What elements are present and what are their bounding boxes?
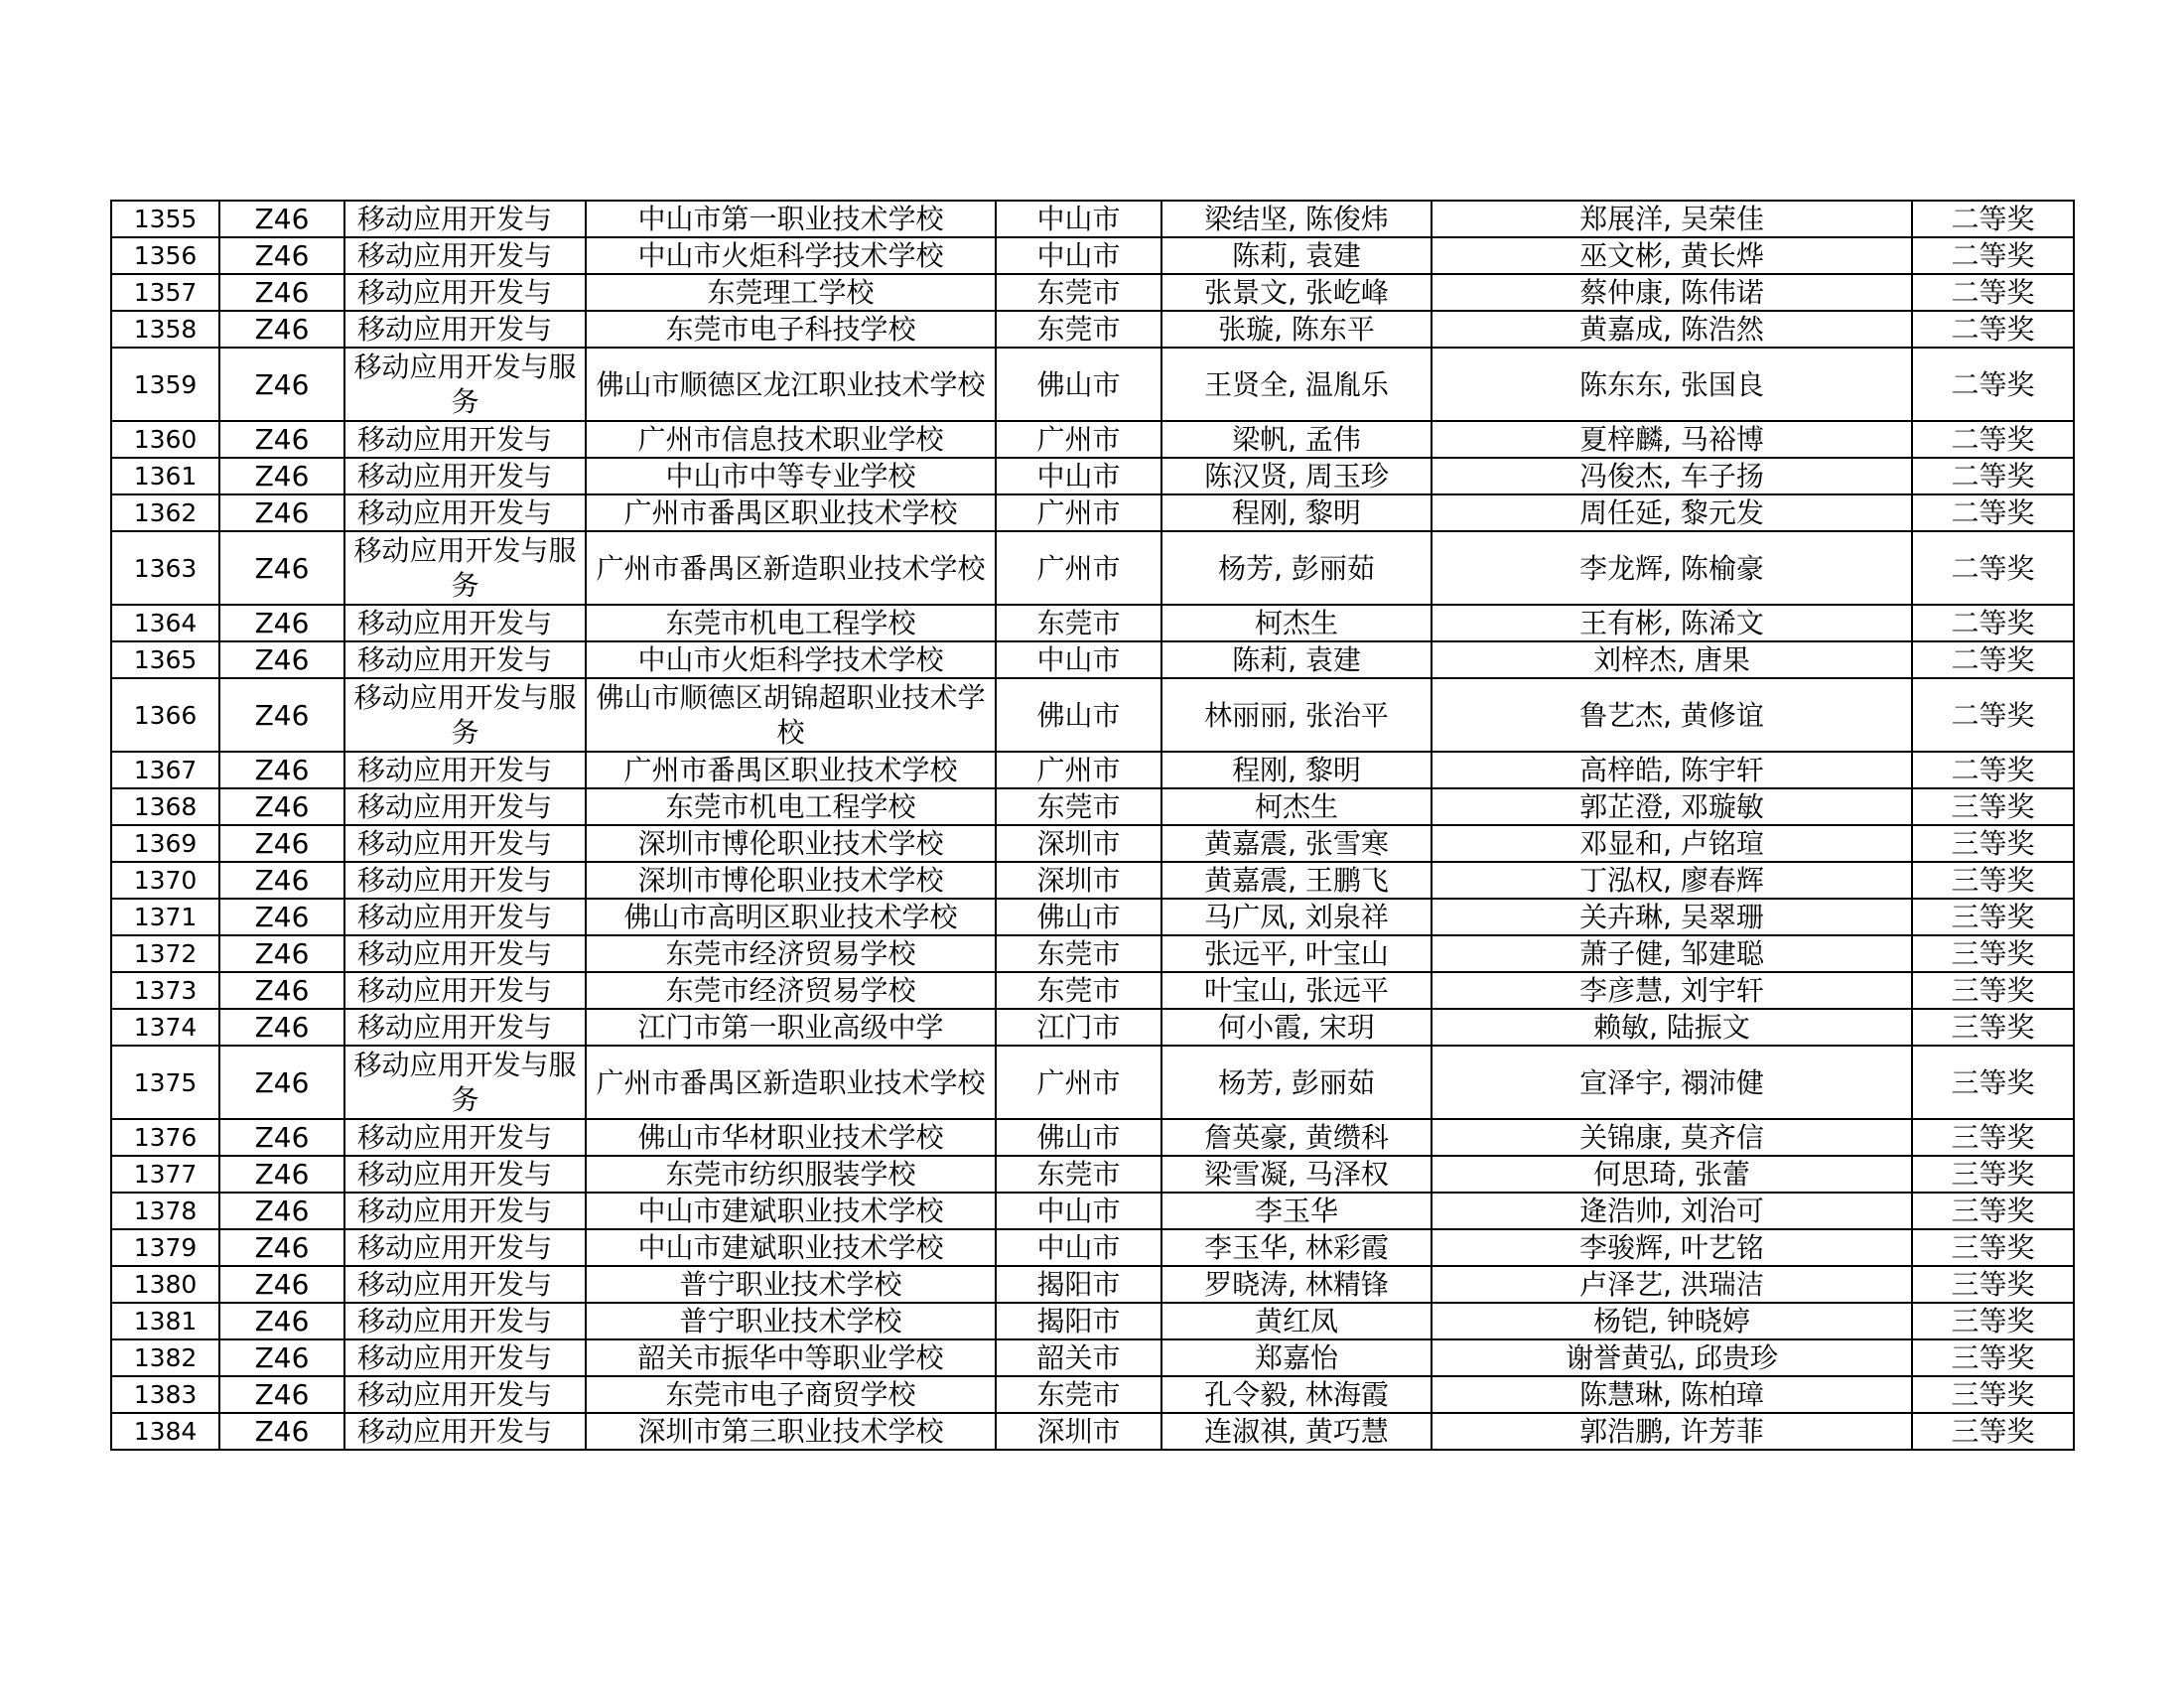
school-name-cell: 东莞理工学校 (586, 274, 996, 311)
project-code-cell: Z46 (219, 201, 344, 237)
students-cell: 逄浩帅, 刘治可 (1432, 1193, 1912, 1229)
award-level-cell: 三等奖 (1912, 972, 2074, 1009)
students-cell: 赖敏, 陆振文 (1432, 1009, 1912, 1046)
award-level-cell: 三等奖 (1912, 935, 2074, 972)
students-cell: 萧子健, 邹建聪 (1432, 935, 1912, 972)
city-cell: 深圳市 (996, 1413, 1161, 1450)
city-cell: 佛山市 (996, 348, 1161, 421)
students-cell: 鲁艺杰, 黄修谊 (1432, 678, 1912, 752)
city-cell: 中山市 (996, 201, 1161, 237)
project-name-cell: 移动应用开发与 (344, 1119, 586, 1156)
serial-number-cell: 1357 (111, 274, 219, 311)
teachers-cell: 李玉华, 林彩霞 (1161, 1229, 1432, 1266)
serial-number-cell: 1361 (111, 458, 219, 494)
teachers-cell: 詹英豪, 黄缵科 (1161, 1119, 1432, 1156)
school-name-cell: 广州市番禺区新造职业技术学校 (586, 1046, 996, 1119)
project-name-cell: 移动应用开发与 (344, 1413, 586, 1450)
teachers-cell: 郑嘉怡 (1161, 1339, 1432, 1376)
table-row (111, 972, 2074, 1009)
city-cell: 广州市 (996, 531, 1161, 605)
project-code-cell: Z46 (219, 494, 344, 531)
award-level-cell: 二等奖 (1912, 201, 2074, 237)
school-name-cell: 东莞市机电工程学校 (586, 605, 996, 641)
teachers-cell: 何小霞, 宋玥 (1161, 1009, 1432, 1046)
school-name-cell: 广州市信息技术职业学校 (586, 421, 996, 458)
project-name-cell: 移动应用开发与 (344, 1339, 586, 1376)
table-row (111, 494, 2074, 531)
project-code-cell: Z46 (219, 641, 344, 678)
serial-number-cell: 1380 (111, 1266, 219, 1303)
project-name-cell: 移动应用开发与 (344, 1229, 586, 1266)
award-level-cell: 三等奖 (1912, 1266, 2074, 1303)
award-level-cell: 二等奖 (1912, 752, 2074, 788)
teachers-cell: 张远平, 叶宝山 (1161, 935, 1432, 972)
award-level-cell: 三等奖 (1912, 1156, 2074, 1193)
school-name-cell: 深圳市博伦职业技术学校 (586, 862, 996, 899)
project-code-cell: Z46 (219, 678, 344, 752)
project-name-cell: 移动应用开发与 (344, 201, 586, 237)
serial-number-cell: 1377 (111, 1156, 219, 1193)
school-name-cell: 广州市番禺区职业技术学校 (586, 494, 996, 531)
award-level-cell: 三等奖 (1912, 1119, 2074, 1156)
city-cell: 中山市 (996, 458, 1161, 494)
project-code-cell: Z46 (219, 862, 344, 899)
school-name-cell: 中山市中等专业学校 (586, 458, 996, 494)
students-cell: 冯俊杰, 车子扬 (1432, 458, 1912, 494)
teachers-cell: 王贤全, 温胤乐 (1161, 348, 1432, 421)
award-level-cell: 二等奖 (1912, 421, 2074, 458)
project-name-cell: 移动应用开发与 (344, 752, 586, 788)
table-row (111, 1229, 2074, 1266)
teachers-cell: 张璇, 陈东平 (1161, 311, 1432, 348)
teachers-cell: 程刚, 黎明 (1161, 494, 1432, 531)
serial-number-cell: 1362 (111, 494, 219, 531)
students-cell: 李骏辉, 叶艺铭 (1432, 1229, 1912, 1266)
project-code-cell: Z46 (219, 899, 344, 935)
award-level-cell: 二等奖 (1912, 605, 2074, 641)
award-level-cell: 二等奖 (1912, 311, 2074, 348)
award-level-cell: 三等奖 (1912, 825, 2074, 862)
teachers-cell: 马广凤, 刘泉祥 (1161, 899, 1432, 935)
project-name-cell: 移动应用开发与 (344, 605, 586, 641)
project-name-cell: 移动应用开发与 (344, 862, 586, 899)
award-level-cell: 三等奖 (1912, 1413, 2074, 1450)
serial-number-cell: 1366 (111, 678, 219, 752)
students-cell: 陈东东, 张国良 (1432, 348, 1912, 421)
table-row (111, 201, 2074, 237)
students-cell: 郑展洋, 吴荣佳 (1432, 201, 1912, 237)
school-name-cell: 深圳市第三职业技术学校 (586, 1413, 996, 1450)
serial-number-cell: 1355 (111, 201, 219, 237)
serial-number-cell: 1373 (111, 972, 219, 1009)
city-cell: 揭阳市 (996, 1266, 1161, 1303)
project-code-cell: Z46 (219, 1303, 344, 1339)
school-name-cell: 中山市建斌职业技术学校 (586, 1193, 996, 1229)
city-cell: 中山市 (996, 237, 1161, 274)
project-code-cell: Z46 (219, 1266, 344, 1303)
project-name-cell: 移动应用开发与服务 (344, 531, 586, 605)
school-name-cell: 佛山市顺德区龙江职业技术学校 (586, 348, 996, 421)
award-level-cell: 三等奖 (1912, 862, 2074, 899)
table-row (111, 605, 2074, 641)
award-level-cell: 三等奖 (1912, 788, 2074, 825)
city-cell: 韶关市 (996, 1339, 1161, 1376)
table-row (111, 237, 2074, 274)
city-cell: 深圳市 (996, 862, 1161, 899)
school-name-cell: 广州市番禺区职业技术学校 (586, 752, 996, 788)
table-row (111, 788, 2074, 825)
table-row (111, 862, 2074, 899)
serial-number-cell: 1378 (111, 1193, 219, 1229)
school-name-cell: 佛山市华材职业技术学校 (586, 1119, 996, 1156)
project-name-cell: 移动应用开发与 (344, 274, 586, 311)
awards-table (110, 200, 2075, 1451)
students-cell: 巫文彬, 黄长烨 (1432, 237, 1912, 274)
project-name-cell: 移动应用开发与 (344, 1009, 586, 1046)
project-name-cell: 移动应用开发与 (344, 1376, 586, 1413)
students-cell: 黄嘉成, 陈浩然 (1432, 311, 1912, 348)
school-name-cell: 中山市火炬科学技术学校 (586, 237, 996, 274)
students-cell: 关锦康, 莫齐信 (1432, 1119, 1912, 1156)
table-row (111, 752, 2074, 788)
project-name-cell: 移动应用开发与 (344, 641, 586, 678)
city-cell: 东莞市 (996, 935, 1161, 972)
project-name-cell: 移动应用开发与 (344, 825, 586, 862)
city-cell: 揭阳市 (996, 1303, 1161, 1339)
teachers-cell: 林丽丽, 张治平 (1161, 678, 1432, 752)
students-cell: 卢泽艺, 洪瑞洁 (1432, 1266, 1912, 1303)
project-code-cell: Z46 (219, 348, 344, 421)
students-cell: 杨铠, 钟晓婷 (1432, 1303, 1912, 1339)
teachers-cell: 陈汉贤, 周玉珍 (1161, 458, 1432, 494)
project-code-cell: Z46 (219, 1156, 344, 1193)
project-name-cell: 移动应用开发与 (344, 494, 586, 531)
table-row (111, 274, 2074, 311)
city-cell: 东莞市 (996, 1156, 1161, 1193)
project-name-cell: 移动应用开发与服务 (344, 678, 586, 752)
table-row (111, 1009, 2074, 1046)
award-level-cell: 二等奖 (1912, 641, 2074, 678)
serial-number-cell: 1375 (111, 1046, 219, 1119)
project-name-cell: 移动应用开发与 (344, 935, 586, 972)
project-code-cell: Z46 (219, 1009, 344, 1046)
school-name-cell: 东莞市经济贸易学校 (586, 972, 996, 1009)
teachers-cell: 梁结坚, 陈俊炜 (1161, 201, 1432, 237)
project-code-cell: Z46 (219, 1413, 344, 1450)
project-code-cell: Z46 (219, 458, 344, 494)
project-code-cell: Z46 (219, 237, 344, 274)
project-code-cell: Z46 (219, 1229, 344, 1266)
table-row (111, 311, 2074, 348)
serial-number-cell: 1360 (111, 421, 219, 458)
students-cell: 刘梓杰, 唐果 (1432, 641, 1912, 678)
city-cell: 广州市 (996, 494, 1161, 531)
table-row (111, 1156, 2074, 1193)
city-cell: 中山市 (996, 1229, 1161, 1266)
project-name-cell: 移动应用开发与 (344, 237, 586, 274)
project-code-cell: Z46 (219, 1046, 344, 1119)
project-name-cell: 移动应用开发与服务 (344, 1046, 586, 1119)
serial-number-cell: 1374 (111, 1009, 219, 1046)
serial-number-cell: 1379 (111, 1229, 219, 1266)
city-cell: 广州市 (996, 752, 1161, 788)
school-name-cell: 韶关市振华中等职业学校 (586, 1339, 996, 1376)
serial-number-cell: 1365 (111, 641, 219, 678)
students-cell: 谢誉黄弘, 邱贵珍 (1432, 1339, 1912, 1376)
award-level-cell: 二等奖 (1912, 458, 2074, 494)
project-name-cell: 移动应用开发与 (344, 1266, 586, 1303)
teachers-cell: 张景文, 张屹峰 (1161, 274, 1432, 311)
teachers-cell: 陈莉, 袁建 (1161, 641, 1432, 678)
teachers-cell: 叶宝山, 张远平 (1161, 972, 1432, 1009)
teachers-cell: 柯杰生 (1161, 788, 1432, 825)
serial-number-cell: 1367 (111, 752, 219, 788)
serial-number-cell: 1368 (111, 788, 219, 825)
school-name-cell: 中山市第一职业技术学校 (586, 201, 996, 237)
project-code-cell: Z46 (219, 605, 344, 641)
project-name-cell: 移动应用开发与 (344, 421, 586, 458)
project-name-cell: 移动应用开发与 (344, 458, 586, 494)
students-cell: 陈慧琳, 陈柏璋 (1432, 1376, 1912, 1413)
project-name-cell: 移动应用开发与 (344, 788, 586, 825)
project-code-cell: Z46 (219, 1193, 344, 1229)
serial-number-cell: 1382 (111, 1339, 219, 1376)
serial-number-cell: 1383 (111, 1376, 219, 1413)
students-cell: 李彦慧, 刘宇轩 (1432, 972, 1912, 1009)
award-level-cell: 三等奖 (1912, 1303, 2074, 1339)
table-row (111, 458, 2074, 494)
project-code-cell: Z46 (219, 935, 344, 972)
table-row (111, 641, 2074, 678)
students-cell: 宣泽宇, 禤沛健 (1432, 1046, 1912, 1119)
serial-number-cell: 1381 (111, 1303, 219, 1339)
teachers-cell: 黄嘉震, 张雪寒 (1161, 825, 1432, 862)
city-cell: 东莞市 (996, 311, 1161, 348)
students-cell: 关卉琳, 吴翠珊 (1432, 899, 1912, 935)
project-name-cell: 移动应用开发与 (344, 1193, 586, 1229)
teachers-cell: 柯杰生 (1161, 605, 1432, 641)
serial-number-cell: 1356 (111, 237, 219, 274)
serial-number-cell: 1371 (111, 899, 219, 935)
table-row (111, 899, 2074, 935)
school-name-cell: 东莞市电子商贸学校 (586, 1376, 996, 1413)
school-name-cell: 中山市火炬科学技术学校 (586, 641, 996, 678)
project-code-cell: Z46 (219, 825, 344, 862)
city-cell: 中山市 (996, 1193, 1161, 1229)
table-row (111, 1193, 2074, 1229)
teachers-cell: 孔令毅, 林海霞 (1161, 1376, 1432, 1413)
city-cell: 东莞市 (996, 274, 1161, 311)
project-name-cell: 移动应用开发与 (344, 899, 586, 935)
project-name-cell: 移动应用开发与 (344, 1303, 586, 1339)
serial-number-cell: 1358 (111, 311, 219, 348)
teachers-cell: 杨芳, 彭丽茹 (1161, 1046, 1432, 1119)
school-name-cell: 东莞市纺织服装学校 (586, 1156, 996, 1193)
teachers-cell: 程刚, 黎明 (1161, 752, 1432, 788)
city-cell: 佛山市 (996, 899, 1161, 935)
project-code-cell: Z46 (219, 1376, 344, 1413)
award-level-cell: 三等奖 (1912, 1046, 2074, 1119)
serial-number-cell: 1359 (111, 348, 219, 421)
school-name-cell: 东莞市机电工程学校 (586, 788, 996, 825)
students-cell: 李龙辉, 陈榆豪 (1432, 531, 1912, 605)
students-cell: 夏梓麟, 马裕博 (1432, 421, 1912, 458)
school-name-cell: 广州市番禺区新造职业技术学校 (586, 531, 996, 605)
school-name-cell: 普宁职业技术学校 (586, 1266, 996, 1303)
teachers-cell: 黄嘉震, 王鹏飞 (1161, 862, 1432, 899)
table-row (111, 1119, 2074, 1156)
project-name-cell: 移动应用开发与 (344, 972, 586, 1009)
teachers-cell: 梁雪凝, 马泽权 (1161, 1156, 1432, 1193)
teachers-cell: 连淑祺, 黄巧慧 (1161, 1413, 1432, 1450)
serial-number-cell: 1376 (111, 1119, 219, 1156)
students-cell: 周任延, 黎元发 (1432, 494, 1912, 531)
project-code-cell: Z46 (219, 752, 344, 788)
serial-number-cell: 1363 (111, 531, 219, 605)
project-name-cell: 移动应用开发与 (344, 311, 586, 348)
award-level-cell: 三等奖 (1912, 899, 2074, 935)
teachers-cell: 李玉华 (1161, 1193, 1432, 1229)
school-name-cell: 普宁职业技术学校 (586, 1303, 996, 1339)
city-cell: 东莞市 (996, 972, 1161, 1009)
teachers-cell: 黄红凤 (1161, 1303, 1432, 1339)
award-level-cell: 三等奖 (1912, 1339, 2074, 1376)
award-level-cell: 三等奖 (1912, 1229, 2074, 1266)
teachers-cell: 陈莉, 袁建 (1161, 237, 1432, 274)
table-row (111, 678, 2074, 752)
city-cell: 东莞市 (996, 605, 1161, 641)
table-body (111, 201, 2074, 1450)
table-row (111, 421, 2074, 458)
project-code-cell: Z46 (219, 421, 344, 458)
school-name-cell: 深圳市博伦职业技术学校 (586, 825, 996, 862)
project-code-cell: Z46 (219, 972, 344, 1009)
school-name-cell: 中山市建斌职业技术学校 (586, 1229, 996, 1266)
teachers-cell: 梁帆, 孟伟 (1161, 421, 1432, 458)
serial-number-cell: 1370 (111, 862, 219, 899)
students-cell: 蔡仲康, 陈伟诺 (1432, 274, 1912, 311)
table-row (111, 1046, 2074, 1119)
project-code-cell: Z46 (219, 1339, 344, 1376)
award-level-cell: 二等奖 (1912, 678, 2074, 752)
students-cell: 何思琦, 张蕾 (1432, 1156, 1912, 1193)
project-name-cell: 移动应用开发与 (344, 1156, 586, 1193)
award-level-cell: 二等奖 (1912, 494, 2074, 531)
serial-number-cell: 1369 (111, 825, 219, 862)
serial-number-cell: 1364 (111, 605, 219, 641)
school-name-cell: 佛山市高明区职业技术学校 (586, 899, 996, 935)
award-level-cell: 三等奖 (1912, 1376, 2074, 1413)
city-cell: 佛山市 (996, 1119, 1161, 1156)
school-name-cell: 东莞市经济贸易学校 (586, 935, 996, 972)
award-level-cell: 二等奖 (1912, 237, 2074, 274)
award-level-cell: 三等奖 (1912, 1009, 2074, 1046)
city-cell: 佛山市 (996, 678, 1161, 752)
project-code-cell: Z46 (219, 788, 344, 825)
students-cell: 郭浩鹏, 许芳菲 (1432, 1413, 1912, 1450)
city-cell: 广州市 (996, 1046, 1161, 1119)
students-cell: 郭芷澄, 邓璇敏 (1432, 788, 1912, 825)
award-level-cell: 三等奖 (1912, 1193, 2074, 1229)
table-row (111, 1303, 2074, 1339)
students-cell: 邓显和, 卢铭瑄 (1432, 825, 1912, 862)
city-cell: 中山市 (996, 641, 1161, 678)
city-cell: 广州市 (996, 421, 1161, 458)
table-row (111, 825, 2074, 862)
project-name-cell: 移动应用开发与服务 (344, 348, 586, 421)
teachers-cell: 杨芳, 彭丽茹 (1161, 531, 1432, 605)
city-cell: 东莞市 (996, 788, 1161, 825)
serial-number-cell: 1384 (111, 1413, 219, 1450)
school-name-cell: 佛山市顺德区胡锦超职业技术学校 (586, 678, 996, 752)
school-name-cell: 江门市第一职业高级中学 (586, 1009, 996, 1046)
project-code-cell: Z46 (219, 311, 344, 348)
city-cell: 深圳市 (996, 825, 1161, 862)
city-cell: 江门市 (996, 1009, 1161, 1046)
project-code-cell: Z46 (219, 531, 344, 605)
school-name-cell: 东莞市电子科技学校 (586, 311, 996, 348)
students-cell: 王有彬, 陈浠文 (1432, 605, 1912, 641)
table-row (111, 1266, 2074, 1303)
table-row (111, 1339, 2074, 1376)
serial-number-cell: 1372 (111, 935, 219, 972)
award-level-cell: 二等奖 (1912, 531, 2074, 605)
table-row (111, 531, 2074, 605)
table-row (111, 1376, 2074, 1413)
table-row (111, 935, 2074, 972)
table-row (111, 348, 2074, 421)
award-level-cell: 二等奖 (1912, 348, 2074, 421)
city-cell: 东莞市 (996, 1376, 1161, 1413)
table-row (111, 1413, 2074, 1450)
project-code-cell: Z46 (219, 274, 344, 311)
students-cell: 高梓皓, 陈宇轩 (1432, 752, 1912, 788)
students-cell: 丁泓权, 廖春辉 (1432, 862, 1912, 899)
project-code-cell: Z46 (219, 1119, 344, 1156)
award-level-cell: 二等奖 (1912, 274, 2074, 311)
teachers-cell: 罗晓涛, 林精锋 (1161, 1266, 1432, 1303)
